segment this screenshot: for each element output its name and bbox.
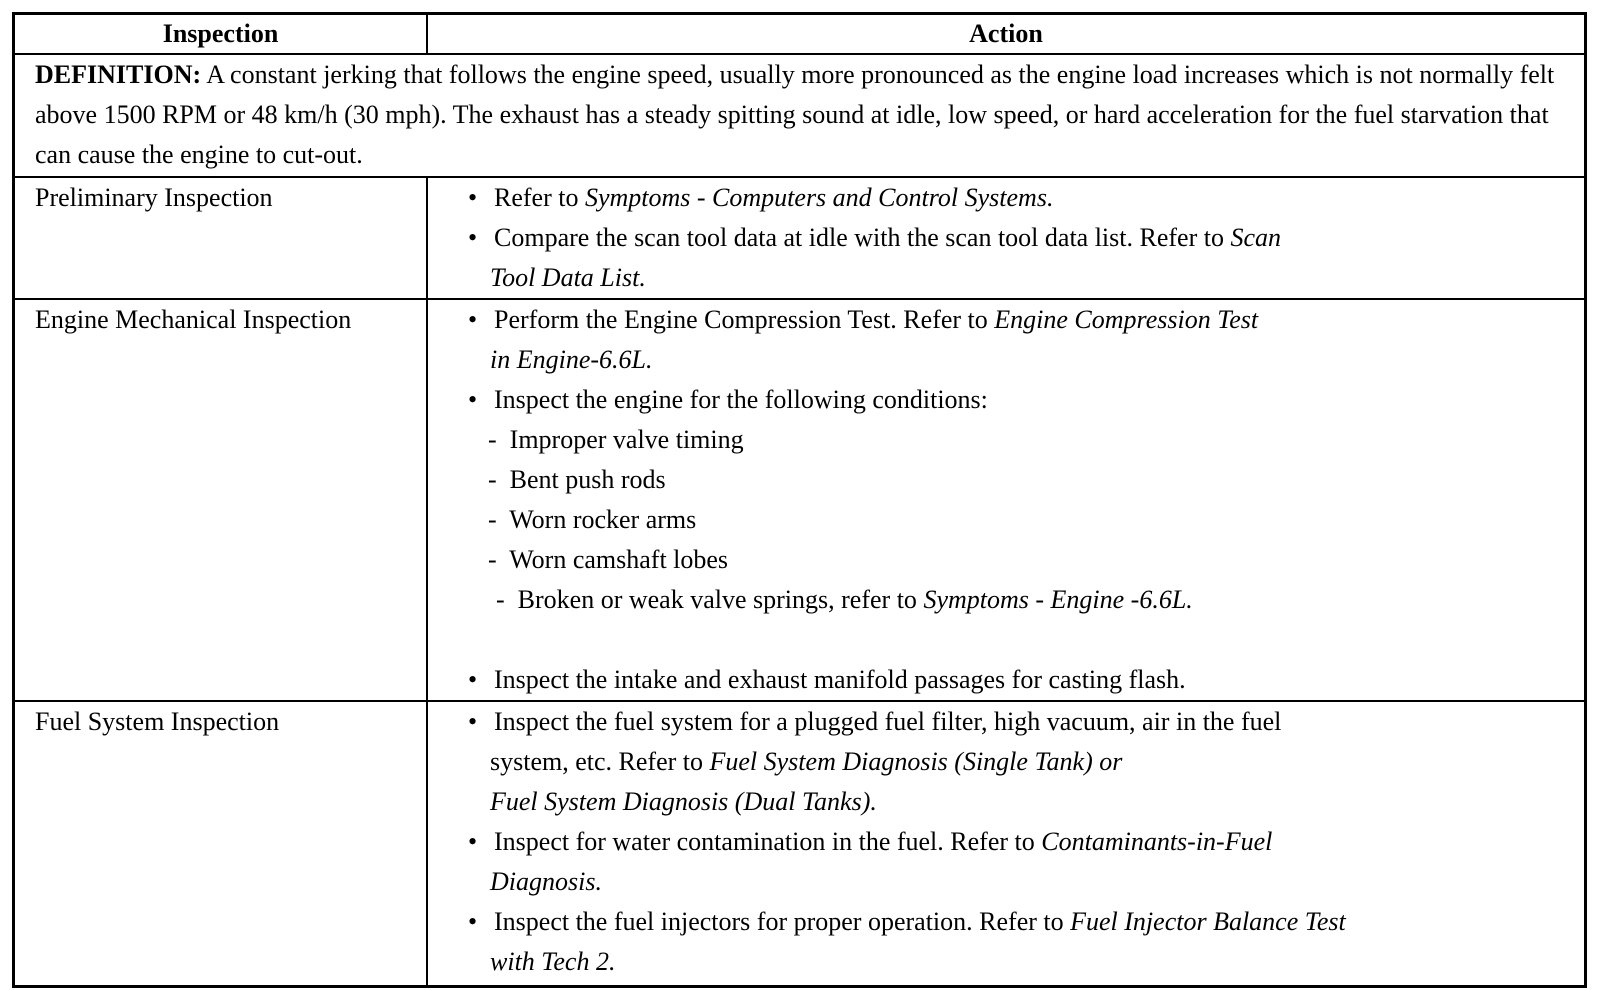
- definition-label: DEFINITION:: [35, 60, 202, 89]
- dash-icon: -: [488, 505, 497, 535]
- list-item-continuation: [468, 942, 1584, 982]
- bullet-icon: •: [468, 223, 478, 253]
- bullet-icon: •: [468, 707, 478, 737]
- list-item: • Inspect for water contamination in the fuel. Refer to Contaminants-in-Fuel: [468, 822, 1584, 862]
- dash-icon: -: [496, 585, 505, 615]
- condition-item: - Improper valve timing: [488, 425, 744, 455]
- bullet-icon: •: [468, 907, 478, 937]
- list-item: • Refer to Symptoms - Computers and Control Systems.: [468, 178, 1584, 218]
- list-item-continuation: [468, 340, 1584, 380]
- list-item: • Inspect the intake and exhaust manifold passages for casting flash.: [468, 660, 1584, 700]
- list-item-continuation: [468, 782, 1584, 822]
- condition-item: - Worn camshaft lobes: [488, 545, 729, 575]
- action-cell: [427, 299, 1586, 701]
- list-item: • Inspect the engine for the following conditions:: [468, 380, 1584, 420]
- action-cell: [427, 177, 1586, 299]
- reference-link: Fuel System Diagnosis (Single Tank) or: [709, 747, 1123, 777]
- header-action: Action: [427, 14, 1586, 55]
- bullet-icon: •: [468, 385, 478, 415]
- reference-link: Symptoms - Engine -6.6L.: [923, 585, 1193, 615]
- reference-link: Tool Data List.: [490, 263, 646, 293]
- condition-item: - Bent push rods: [488, 465, 666, 495]
- list-item-continuation: system, etc. Refer to Fuel System Diagnosis (Single Tank) or: [490, 747, 1123, 777]
- inspection-cell: Fuel System Inspection: [14, 701, 428, 986]
- reference-link: Diagnosis.: [490, 867, 602, 897]
- list-item: • Inspect the fuel injectors for proper operation. Refer to Fuel Injector Balance Test: [468, 902, 1584, 942]
- header-row: [14, 14, 1586, 55]
- reference-link: Fuel System Diagnosis (Dual Tanks).: [490, 787, 877, 817]
- list-item: • Perform the Engine Compression Test. Refer to Engine Compression Test: [468, 300, 1584, 340]
- reference-link: Engine Compression Test: [994, 305, 1259, 335]
- inspection-cell: Engine Mechanical Inspection: [14, 299, 428, 701]
- bullet-icon: •: [468, 305, 478, 335]
- reference-link: Fuel Injector Balance Test: [1070, 907, 1346, 937]
- condition-item: - Worn rocker arms: [488, 505, 697, 535]
- bullet-icon: •: [468, 665, 478, 695]
- inspection-cell: Preliminary Inspection: [14, 177, 428, 299]
- bullet-icon: •: [468, 183, 478, 213]
- list-item: • Inspect the fuel system for a plugged fuel filter, high vacuum, air in the fuel: [468, 702, 1584, 742]
- reference-link: Contaminants-in-Fuel: [1041, 827, 1273, 857]
- table-row: [14, 299, 1586, 701]
- reference-link: in Engine-6.6L.: [490, 345, 653, 375]
- dash-icon: -: [488, 545, 497, 575]
- definition-text: A constant jerking that follows the engine speed, usually more pronounced as the engine load increases which is not normally felt above 1500 RPM or 48 km/h (30 mph). The exhaust has a steady spitting sound at idle, low speed, or hard acceleration for the fuel starvation that can cause the engine to cut-out.: [35, 60, 1555, 169]
- reference-link: Scan: [1230, 223, 1282, 253]
- action-cell: [427, 701, 1586, 986]
- list-item-continuation: [468, 258, 1584, 298]
- reference-link: Symptoms - Computers and Control Systems.: [584, 183, 1054, 213]
- table-row: [14, 701, 1586, 986]
- list-item: • Compare the scan tool data at idle with the scan tool data list. Refer to Scan: [468, 218, 1584, 258]
- table-row: [14, 177, 1586, 299]
- definition-cell: [14, 54, 1586, 177]
- header-inspection: Inspection: [14, 14, 428, 55]
- bullet-icon: •: [468, 827, 478, 857]
- dash-icon: -: [488, 465, 497, 495]
- reference-link: with Tech 2.: [490, 947, 616, 977]
- condition-item: - Broken or weak valve springs, refer to Symptoms - Engine -6.6L.: [496, 585, 1193, 615]
- definition-row: [14, 54, 1586, 177]
- inspection-table: [12, 12, 1587, 988]
- dash-icon: -: [488, 425, 497, 455]
- spacer: [468, 620, 1584, 660]
- list-item-continuation: [468, 862, 1584, 902]
